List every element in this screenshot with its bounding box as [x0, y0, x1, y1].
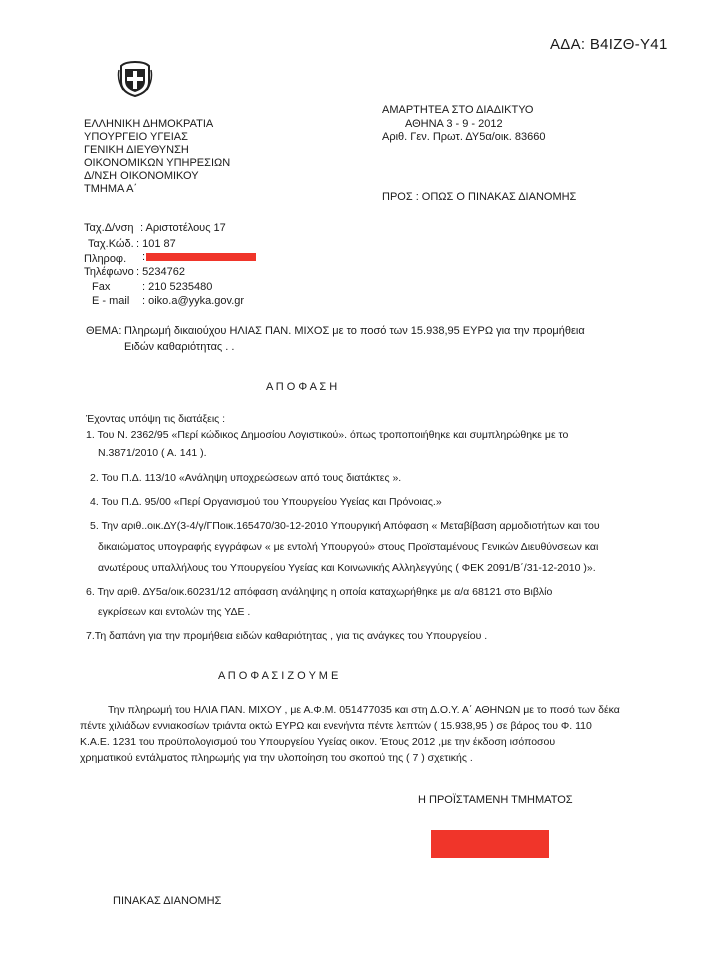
payment-line: πέντε χιλιάδων εννιακοσίων τριάντα οκτώ ΕΥΡΩ και ενενήντα πέντε λεπτών ( 15.938,95 ) σε βάρος του Φ. 110: [80, 720, 592, 732]
redaction-bar: [146, 253, 256, 261]
postcode-value: : 101 87: [136, 238, 176, 250]
header-left-line: ΤΜΗΜΑ Α΄: [84, 183, 138, 195]
email-value: : oiko.a@yyka.gov.gr: [142, 295, 245, 307]
phone-value: : 5234762: [136, 266, 185, 278]
considering-heading: Έχοντας υπόψη τις διατάξεις :: [86, 413, 226, 425]
header-left-line: ΟΙΚΟΝΟΜΙΚΩΝ ΥΠΗΡΕΣΙΩΝ: [84, 157, 231, 169]
provision-item: 2. Του Π.Δ. 113/10 «Ανάληψη υποχρεώσεων από τους διατάκτες ».: [90, 472, 402, 484]
address-value: : Αριστοτέλους 17: [140, 222, 226, 234]
header-left-line: ΓΕΝΙΚΗ ΔΙΕΥΘΥΝΣΗ: [84, 144, 189, 156]
greek-coat-of-arms-icon: [117, 60, 153, 98]
address-label: Ταχ.Δ/νση: [84, 222, 134, 234]
fax-value: : 210 5235480: [142, 281, 213, 293]
distribution-heading: ΠΙΝΑΚΑΣ ΔΙΑΝΟΜΗΣ: [113, 895, 222, 907]
ada-code: ΑΔΑ: Β4ΙΖΘ-Υ41: [550, 36, 668, 53]
provision-item: 4. Του Π.Δ. 95/00 «Περί Οργανισμού του Υπουργείου Υγείας και Πρόνοιας.»: [90, 496, 442, 508]
info-value: :: [142, 251, 146, 263]
provision-item: εγκρίσεων και εντολών της ΥΔΕ .: [98, 606, 251, 618]
phone-label: Τηλέφωνο: [84, 266, 134, 278]
protocol-number: Αριθ. Γεν. Πρωτ. ΔΥ5α/οικ. 83660: [382, 131, 546, 143]
fax-label: Fax: [92, 281, 111, 293]
subject-line: Ειδών καθαριότητας . .: [124, 341, 235, 353]
header-left-line: Δ/ΝΣΗ ΟΙΚΟΝΟΜΙΚΟΥ: [84, 170, 199, 182]
recipient: ΠΡΟΣ : ΟΠΩΣ Ο ΠΙΝΑΚΑΣ ΔΙΑΝΟΜΗΣ: [382, 191, 577, 203]
provision-item: 6. Την αριθ. ΔΥ5α/οικ.60231/12 απόφαση ανάληψης η οποία καταχωρήθηκε με α/α 68121 στο Βιβλίο: [86, 586, 553, 598]
provision-item: δικαιώματος υπογραφής εγγράφων « με εντολή Υπουργού» στους Προϊσταμένους Γενικών Διευθύνσεων και: [98, 541, 599, 553]
postcode-label: Ταχ.Κώδ.: [88, 238, 134, 250]
payment-line: Κ.Α.Ε. 1231 του προϋπολογισμού του Υπουργείου Υγείας οικον. Έτους 2012 ,με την έκδοση ισόποσου: [80, 736, 556, 748]
provision-item: 1. Του Ν. 2362/95 «Περί κώδικος Δημοσίου Λογιστικού». όπως τροποποιήθηκε και συμπληρώθηκε με το: [86, 429, 569, 441]
provision-item: 5. Την αριθ..οικ.ΔΥ(3-4/γ/ΓΠοικ.165470/30-12-2010 Υπουργική Απόφαση « Μεταβίβαση αρμοδιοτήτων και του: [90, 520, 600, 532]
header-left-line: ΕΛΛΗΝΙΚΗ ΔΗΜΟΚΡΑΤΙΑ: [84, 118, 214, 130]
place-date: ΑΘΗΝΑ 3 - 9 - 2012: [405, 118, 503, 130]
signatory-title: Η ΠΡΟΪΣΤΑΜΕΝΗ ΤΜΗΜΑΤΟΣ: [418, 794, 573, 806]
we-decide-title: Α Π Ο Φ Α Σ Ι Ζ Ο Υ Μ Ε: [218, 670, 339, 682]
online-posting-note: ΑΜΑΡΤΗΤΕΑ ΣΤΟ ΔΙΑΔΙΚΤΥΟ: [382, 104, 534, 116]
decision-title: Α Π Ο Φ Α Σ Η: [266, 381, 338, 393]
email-label: E - mail: [92, 295, 130, 307]
provision-item: Ν.3871/2010 ( Α. 141 ).: [98, 447, 207, 459]
signature-redaction: [431, 830, 549, 858]
subject-label: ΘΕΜΑ:: [86, 325, 122, 337]
provision-item: ανωτέρους υπαλλήλους του Υπουργείου Υγείας και Κοινωνικής Αλληλεγγύης ( ΦΕΚ 2091/Β΄/31-12-2010 )».: [98, 562, 596, 574]
payment-line: χρηματικού εντάλματος πληρωμής για την υλοποίηση του σκοπού της ( 7 ) σχετικής .: [80, 752, 473, 764]
info-label: Πληροφ.: [84, 253, 127, 265]
provision-item: 7.Τη δαπάνη για την προμήθεια ειδών καθαριότητας , για τις ανάγκες του Υπουργείου .: [86, 630, 488, 642]
header-left-line: ΥΠΟΥΡΓΕΙΟ ΥΓΕΙΑΣ: [84, 131, 188, 143]
payment-line: Την πληρωμή του ΗΛΙΑ ΠΑΝ. ΜΙΧΟΥ , με Α.Φ.Μ. 051477035 και στη Δ.Ο.Υ. Α΄ ΑΘΗΝΩΝ με το ποσό των δέκα: [108, 704, 620, 716]
subject-line: Πληρωμή δικαιούχου ΗΛΙΑΣ ΠΑΝ. ΜΙΧΟΣ με το ποσό των 15.938,95 ΕΥΡΩ για την προμήθεια: [124, 325, 585, 337]
